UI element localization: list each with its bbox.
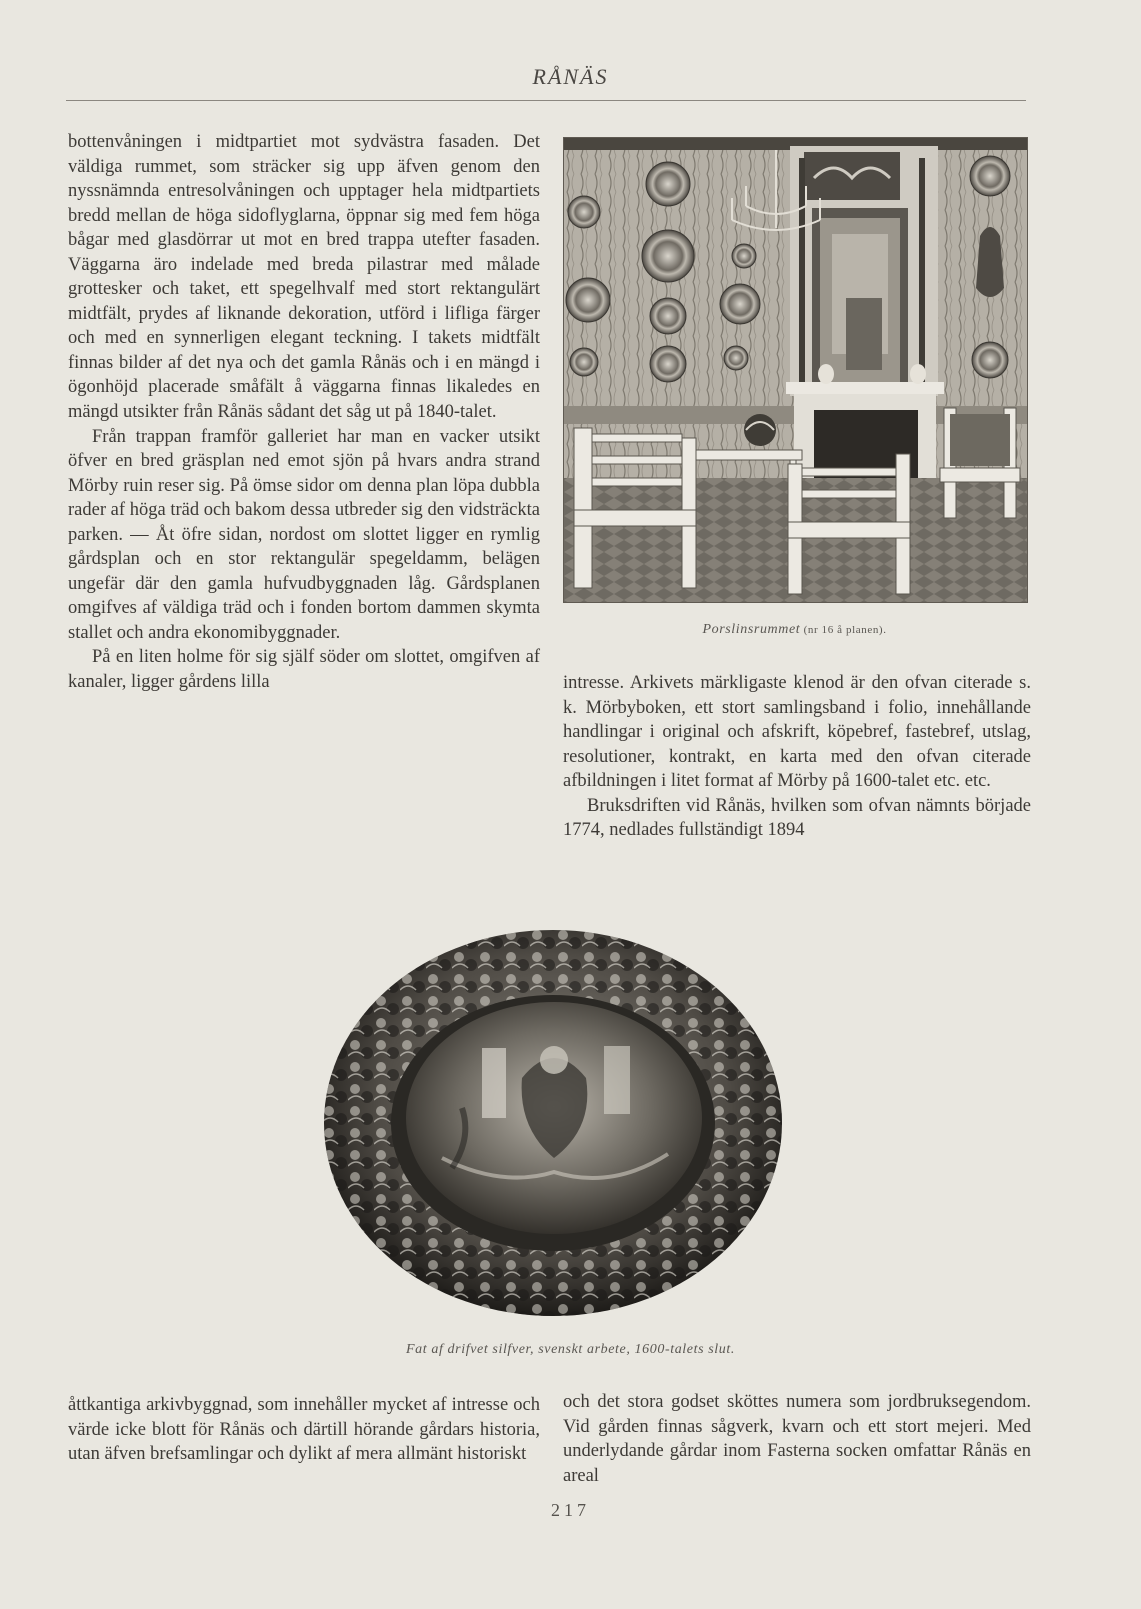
porcelain-room-illustration	[564, 138, 1027, 602]
text-column-bottom-right	[563, 1390, 1031, 1488]
photo-caption	[563, 622, 1026, 638]
paragraph: Från trappan framför galleriet har man en vacker utsikt öfver en bred gräsplan ned emot sjön på hvars andra strand Mörby ruin reser sig. På ömse sidor om denna plan löpa dubbla rader af höga träd och bakom dessa utbreder sig den vidsträckta parken. — Åt öfre sidan, nordost om slottet ligger en rymlig gårdsplan och en stor rektangulär spegeldamm, belägen ungefär där den gamla hufvudbyggnaden låg. Gårdsplanen omgifves af väldiga träd och i fonden bortom dammen skymta stallet och andra ekonomibyggnader.	[68, 426, 540, 643]
text-column-left	[68, 130, 540, 695]
paragraph: intresse. Arkivets märkligaste klenod är den ofvan citerade s. k. Mörbyboken, ett stort samlingsband i folio, innehållande handlingar i original och afskrift, köpebref, fastebref, utslag, resolutioner, kontrakt, en karta med den ofvan citerade afbildningen i litet format af Mörby på 1600-talet etc. etc.	[563, 673, 1031, 792]
silver-platter-illustration	[322, 928, 784, 1318]
paragraph: Bruksdriften vid Rånäs, hvilken som ofvan nämnts började 1774, nedlades fullständigt 1894	[563, 795, 1031, 841]
photo-caption-title: Porslinsrummet	[702, 622, 801, 637]
paragraph: På en liten holme för sig själf söder om slottet, omgifven af kanaler, ligger gårdens lilla	[68, 647, 540, 693]
running-title: RÅNÄS	[532, 64, 609, 89]
paragraph: bottenvåningen i midtpartiet mot sydvästra fasaden. Det väldiga rummet, som sträcker sig upp äfven genom den nyssnämnda entresolvåningen och upptager hela midtpartiets bredd mellan de höga sidoflyglarna, öppnar sig med fem höga bågar med glasdörrar ut mot en bred trappa utefter fasaden. Väggarna äro indelade med breda pilastrar med målade grottesker och taket, ett spegelhvalf med stort rektangulärt midtfält, prydes af liknande dekoration, utförd i lifliga färger och med en synnerligen elegant teckning. I takets midtfält finnas bilder af det nya och det gamla Rånäs och i en mängd i ögonhöjd placerade småfält å väggarna finnas likaledes en mängd utsikter från Rånäs sådant det såg ut på 1840-talet.	[68, 132, 540, 423]
paragraph: och det stora godset sköttes numera som jordbruksegendom. Vid gården finnas sågverk, kvarn och ett stort mejeri. Med underlydande gårdar inom Fasterna socken omfattar Rånäs en areal	[563, 1392, 1031, 1486]
silver-platter-photo	[322, 928, 784, 1318]
page-number: 217	[551, 1500, 590, 1520]
text-column-right	[563, 671, 1031, 843]
platter-caption: Fat af drifvet silfver, svenskt arbete, 1600-talets slut.	[406, 1342, 735, 1357]
porcelain-room-photo	[563, 137, 1028, 603]
text-column-bottom-left	[68, 1393, 540, 1467]
header-rule	[66, 100, 1026, 101]
paragraph: åttkantiga arkivbyggnad, som innehåller mycket af intresse och värde icke blott för Rånäs och därtill hörande gårdars historia, utan äfven brefsamlingar och dylikt af mera allmänt historiskt	[68, 1395, 540, 1465]
photo-caption-note: (nr 16 å planen).	[800, 624, 887, 636]
